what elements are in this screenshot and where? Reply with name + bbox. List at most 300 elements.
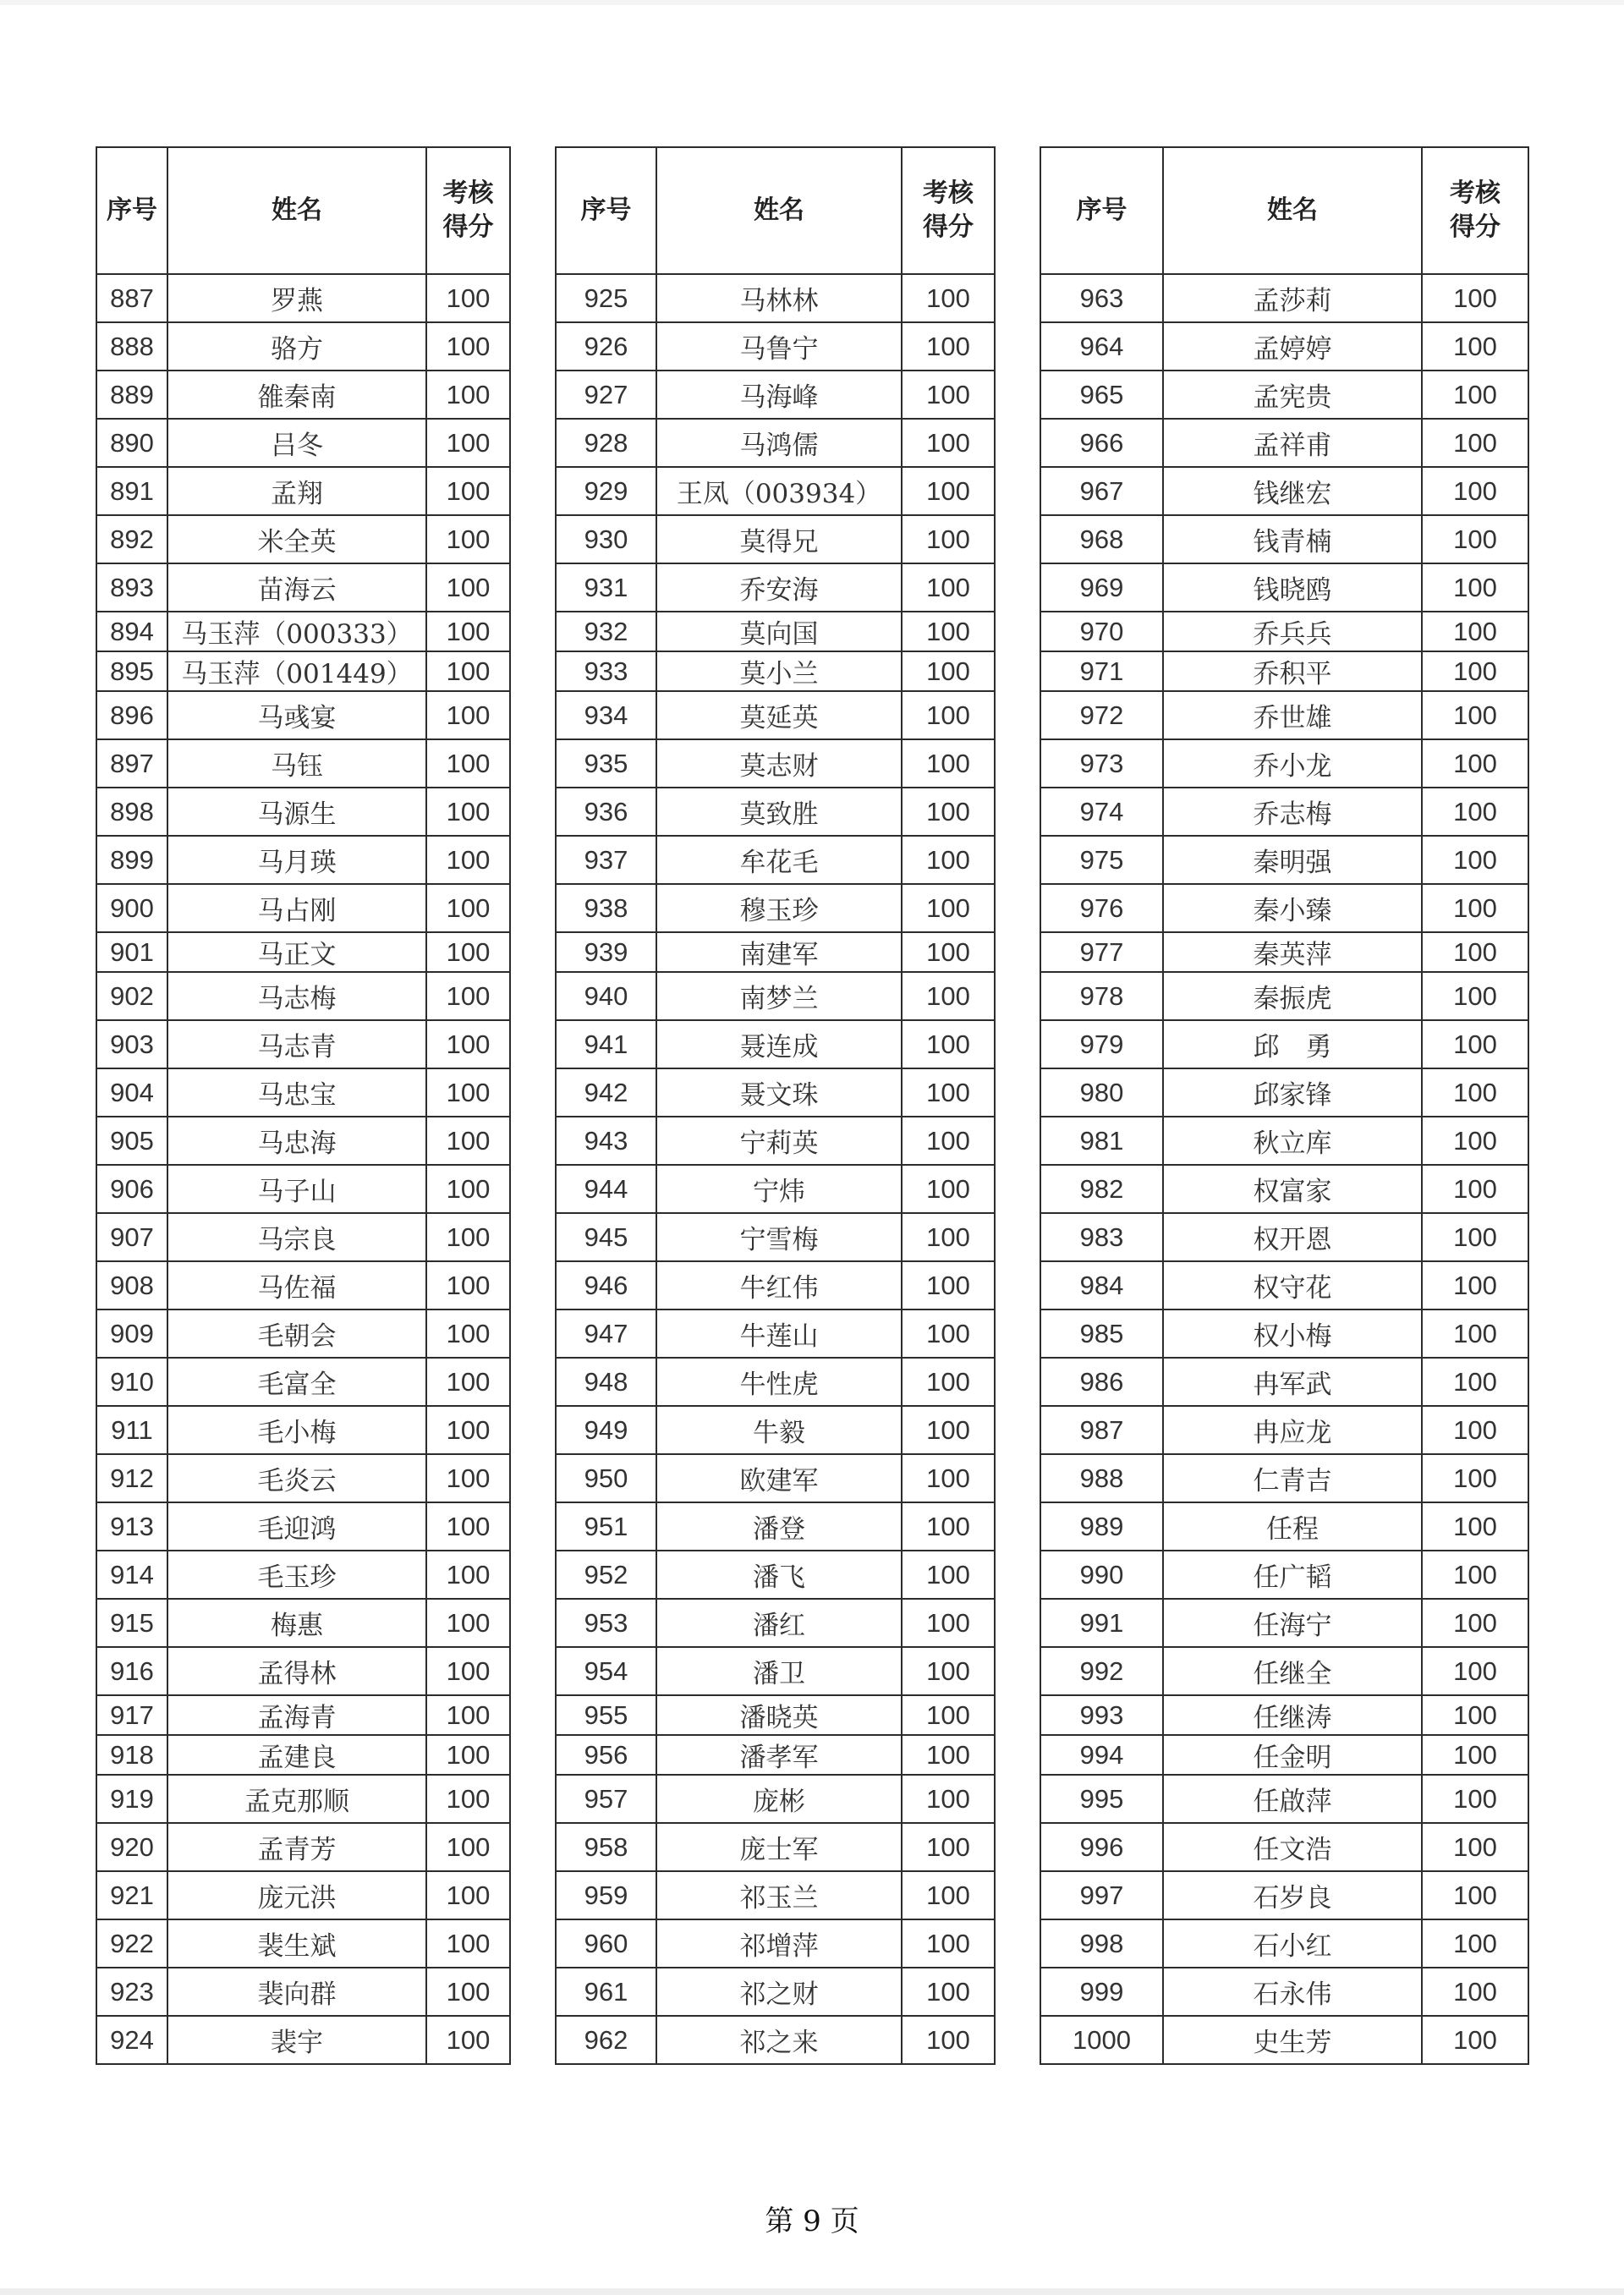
cell-name: 马志梅 xyxy=(167,972,426,1020)
cell-name: 邱 勇 xyxy=(1163,1020,1422,1068)
cell-name: 孟宪贵 xyxy=(1163,371,1422,419)
cell-name: 权开恩 xyxy=(1163,1213,1422,1261)
table-row xyxy=(1040,1406,1528,1454)
cell-name: 骆方 xyxy=(167,322,426,371)
cell-name: 钱晓鸥 xyxy=(1163,563,1422,612)
cell-score: 100 xyxy=(1422,836,1528,884)
cell-score: 100 xyxy=(426,1261,510,1309)
cell-number: 953 xyxy=(556,1599,656,1647)
table-row xyxy=(96,651,510,691)
cell-name: 马占刚 xyxy=(167,884,426,932)
table-row xyxy=(96,1309,510,1358)
cell-score: 100 xyxy=(1422,691,1528,739)
cell-number: 970 xyxy=(1040,612,1163,651)
cell-number: 935 xyxy=(556,739,656,788)
cell-score: 100 xyxy=(426,1695,510,1735)
table-row xyxy=(1040,1261,1528,1309)
cell-number: 997 xyxy=(1040,1871,1163,1919)
cell-number: 901 xyxy=(96,932,167,972)
cell-number: 947 xyxy=(556,1309,656,1358)
table-row xyxy=(1040,515,1528,563)
cell-score: 100 xyxy=(902,1871,995,1919)
cell-number: 960 xyxy=(556,1919,656,1968)
cell-number: 998 xyxy=(1040,1919,1163,1968)
cell-score: 100 xyxy=(1422,884,1528,932)
table-row xyxy=(96,322,510,371)
cell-score: 100 xyxy=(902,932,995,972)
cell-number: 890 xyxy=(96,419,167,467)
cell-number: 964 xyxy=(1040,322,1163,371)
table-row xyxy=(96,467,510,515)
cell-name: 石岁良 xyxy=(1163,1871,1422,1919)
cell-number: 899 xyxy=(96,836,167,884)
cell-score: 100 xyxy=(426,1551,510,1599)
table-row xyxy=(556,1309,995,1358)
cell-number: 965 xyxy=(1040,371,1163,419)
table-row xyxy=(1040,1020,1528,1068)
cell-name: 南梦兰 xyxy=(656,972,902,1020)
cell-name: 宁雪梅 xyxy=(656,1213,902,1261)
table-row xyxy=(96,1020,510,1068)
header-score-line2: 得分 xyxy=(923,212,974,242)
table-row xyxy=(1040,419,1528,467)
cell-score: 100 xyxy=(426,515,510,563)
cell-number: 968 xyxy=(1040,515,1163,563)
table-row xyxy=(96,972,510,1020)
cell-number: 903 xyxy=(96,1020,167,1068)
cell-score: 100 xyxy=(426,1358,510,1406)
cell-score: 100 xyxy=(902,1068,995,1117)
table-row xyxy=(556,419,995,467)
header-no: 序号 xyxy=(96,147,167,274)
cell-score: 100 xyxy=(426,1919,510,1968)
cell-number: 915 xyxy=(96,1599,167,1647)
cell-number: 908 xyxy=(96,1261,167,1309)
cell-name: 钱青楠 xyxy=(1163,515,1422,563)
cell-score: 100 xyxy=(426,932,510,972)
cell-name: 潘孝军 xyxy=(656,1735,902,1775)
cell-number: 929 xyxy=(556,467,656,515)
table-row xyxy=(96,1775,510,1823)
cell-score: 100 xyxy=(426,1406,510,1454)
cell-number: 930 xyxy=(556,515,656,563)
cell-name: 莫小兰 xyxy=(656,651,902,691)
cell-number: 942 xyxy=(556,1068,656,1117)
cell-number: 910 xyxy=(96,1358,167,1406)
cell-number: 916 xyxy=(96,1647,167,1695)
table-row xyxy=(556,1117,995,1165)
cell-score: 100 xyxy=(426,1823,510,1871)
cell-score: 100 xyxy=(1422,1695,1528,1735)
cell-number: 944 xyxy=(556,1165,656,1213)
cell-name: 孟祥甫 xyxy=(1163,419,1422,467)
table-row xyxy=(556,563,995,612)
table-body xyxy=(556,274,995,2064)
cell-name: 权小梅 xyxy=(1163,1309,1422,1358)
table-row xyxy=(96,1599,510,1647)
cell-number: 904 xyxy=(96,1068,167,1117)
cell-number: 963 xyxy=(1040,274,1163,322)
cell-number: 974 xyxy=(1040,788,1163,836)
cell-name: 孟得林 xyxy=(167,1647,426,1695)
table-row xyxy=(556,1599,995,1647)
header-no: 序号 xyxy=(1040,147,1163,274)
table-row xyxy=(556,788,995,836)
cell-number: 921 xyxy=(96,1871,167,1919)
cell-number: 1000 xyxy=(1040,2016,1163,2064)
cell-name: 权守花 xyxy=(1163,1261,1422,1309)
cell-score: 100 xyxy=(426,322,510,371)
table-row xyxy=(96,274,510,322)
cell-name: 马宗良 xyxy=(167,1213,426,1261)
score-table-1 xyxy=(96,146,511,2065)
table-row xyxy=(556,1502,995,1551)
cell-number: 999 xyxy=(1040,1968,1163,2016)
table-row xyxy=(96,1213,510,1261)
table-row xyxy=(96,563,510,612)
cell-name: 任继涛 xyxy=(1163,1695,1422,1735)
cell-name: 马子山 xyxy=(167,1165,426,1213)
cell-name: 马林林 xyxy=(656,274,902,322)
cell-name: 孟婷婷 xyxy=(1163,322,1422,371)
cell-number: 940 xyxy=(556,972,656,1020)
table-row xyxy=(556,1775,995,1823)
table-row xyxy=(96,1117,510,1165)
header-score xyxy=(426,147,510,274)
cell-name: 孟海青 xyxy=(167,1695,426,1735)
cell-name: 潘晓英 xyxy=(656,1695,902,1735)
cell-name: 牟花毛 xyxy=(656,836,902,884)
cell-name: 庞元洪 xyxy=(167,1871,426,1919)
cell-name: 欧建军 xyxy=(656,1454,902,1502)
table-row xyxy=(1040,1068,1528,1117)
cell-score: 100 xyxy=(902,1213,995,1261)
cell-score: 100 xyxy=(426,274,510,322)
cell-score: 100 xyxy=(902,1919,995,1968)
table-row xyxy=(556,1454,995,1502)
cell-name: 乔安海 xyxy=(656,563,902,612)
cell-score: 100 xyxy=(1422,1968,1528,2016)
cell-name: 秦振虎 xyxy=(1163,972,1422,1020)
cell-name: 秦明强 xyxy=(1163,836,1422,884)
cell-number: 924 xyxy=(96,2016,167,2064)
cell-number: 958 xyxy=(556,1823,656,1871)
cell-name: 毛朝会 xyxy=(167,1309,426,1358)
cell-number: 917 xyxy=(96,1695,167,1735)
cell-name: 孟克那顺 xyxy=(167,1775,426,1823)
cell-number: 962 xyxy=(556,2016,656,2064)
cell-name: 牛红伟 xyxy=(656,1261,902,1309)
cell-score: 100 xyxy=(902,1599,995,1647)
table-row xyxy=(1040,371,1528,419)
table-header-row xyxy=(96,147,510,274)
cell-number: 972 xyxy=(1040,691,1163,739)
table-row xyxy=(1040,2016,1528,2064)
cell-name: 任继全 xyxy=(1163,1647,1422,1695)
cell-score: 100 xyxy=(1422,419,1528,467)
cell-score: 100 xyxy=(1422,1454,1528,1502)
cell-number: 927 xyxy=(556,371,656,419)
cell-score: 100 xyxy=(902,419,995,467)
cell-score: 100 xyxy=(902,371,995,419)
cell-score: 100 xyxy=(902,1502,995,1551)
table-row xyxy=(1040,1213,1528,1261)
table-row xyxy=(556,1695,995,1735)
table-row xyxy=(96,1695,510,1735)
cell-score: 100 xyxy=(426,1735,510,1775)
cell-name: 吕冬 xyxy=(167,419,426,467)
cell-number: 992 xyxy=(1040,1647,1163,1695)
cell-number: 928 xyxy=(556,419,656,467)
table-row xyxy=(96,1647,510,1695)
cell-name: 潘卫 xyxy=(656,1647,902,1695)
table-row xyxy=(556,322,995,371)
cell-number: 933 xyxy=(556,651,656,691)
table-row xyxy=(1040,1165,1528,1213)
cell-number: 954 xyxy=(556,1647,656,1695)
cell-name: 苗海云 xyxy=(167,563,426,612)
cell-name: 任广韬 xyxy=(1163,1551,1422,1599)
cell-number: 922 xyxy=(96,1919,167,1968)
cell-name: 孟建良 xyxy=(167,1735,426,1775)
table-row xyxy=(556,1020,995,1068)
cell-number: 909 xyxy=(96,1309,167,1358)
table-row xyxy=(556,972,995,1020)
cell-number: 984 xyxy=(1040,1261,1163,1309)
cell-name: 穆玉珍 xyxy=(656,884,902,932)
cell-name: 庞士军 xyxy=(656,1823,902,1871)
cell-score: 100 xyxy=(902,2016,995,2064)
table-row xyxy=(96,884,510,932)
cell-number: 943 xyxy=(556,1117,656,1165)
cell-name: 潘飞 xyxy=(656,1551,902,1599)
table-row xyxy=(1040,1968,1528,2016)
cell-number: 996 xyxy=(1040,1823,1163,1871)
cell-score: 100 xyxy=(1422,1165,1528,1213)
cell-number: 981 xyxy=(1040,1117,1163,1165)
cell-name: 马彧宴 xyxy=(167,691,426,739)
cell-number: 887 xyxy=(96,274,167,322)
cell-score: 100 xyxy=(426,788,510,836)
cell-number: 938 xyxy=(556,884,656,932)
cell-name: 马忠海 xyxy=(167,1117,426,1165)
cell-name: 马鲁宁 xyxy=(656,322,902,371)
cell-score: 100 xyxy=(1422,1551,1528,1599)
cell-name: 莫延英 xyxy=(656,691,902,739)
cell-number: 925 xyxy=(556,274,656,322)
header-name: 姓名 xyxy=(1163,147,1422,274)
cell-score: 100 xyxy=(426,612,510,651)
cell-number: 891 xyxy=(96,467,167,515)
cell-number: 967 xyxy=(1040,467,1163,515)
cell-number: 951 xyxy=(556,1502,656,1551)
cell-number: 896 xyxy=(96,691,167,739)
cell-name: 任程 xyxy=(1163,1502,1422,1551)
cell-score: 100 xyxy=(426,419,510,467)
cell-name: 牛性虎 xyxy=(656,1358,902,1406)
cell-name: 祁之来 xyxy=(656,2016,902,2064)
cell-name: 史生芳 xyxy=(1163,2016,1422,2064)
cell-number: 975 xyxy=(1040,836,1163,884)
cell-name: 毛炎云 xyxy=(167,1454,426,1502)
cell-score: 100 xyxy=(426,1068,510,1117)
table-row xyxy=(556,1406,995,1454)
cell-score: 100 xyxy=(426,1775,510,1823)
cell-name: 石小红 xyxy=(1163,1919,1422,1968)
table-row xyxy=(96,1454,510,1502)
table-row xyxy=(96,691,510,739)
cell-score: 100 xyxy=(902,1165,995,1213)
cell-number: 897 xyxy=(96,739,167,788)
table-row xyxy=(556,515,995,563)
cell-score: 100 xyxy=(902,1968,995,2016)
cell-score: 100 xyxy=(902,1647,995,1695)
cell-number: 986 xyxy=(1040,1358,1163,1406)
cell-number: 939 xyxy=(556,932,656,972)
cell-name: 乔志梅 xyxy=(1163,788,1422,836)
cell-number: 892 xyxy=(96,515,167,563)
cell-name: 潘登 xyxy=(656,1502,902,1551)
cell-name: 米全英 xyxy=(167,515,426,563)
cell-name: 宁莉英 xyxy=(656,1117,902,1165)
cell-name: 聂文珠 xyxy=(656,1068,902,1117)
table-row xyxy=(556,2016,995,2064)
table-row xyxy=(556,1968,995,2016)
table-row xyxy=(96,2016,510,2064)
table-row xyxy=(1040,739,1528,788)
cell-name: 乔小龙 xyxy=(1163,739,1422,788)
table-row xyxy=(1040,1647,1528,1695)
cell-score: 100 xyxy=(902,884,995,932)
table-row xyxy=(96,1823,510,1871)
cell-number: 941 xyxy=(556,1020,656,1068)
cell-name: 马鸿儒 xyxy=(656,419,902,467)
cell-number: 945 xyxy=(556,1213,656,1261)
table-body xyxy=(1040,274,1528,2064)
cell-name: 潘红 xyxy=(656,1599,902,1647)
cell-name: 莫向国 xyxy=(656,612,902,651)
cell-score: 100 xyxy=(426,1309,510,1358)
cell-number: 982 xyxy=(1040,1165,1163,1213)
cell-name: 莫志财 xyxy=(656,739,902,788)
cell-name: 庞彬 xyxy=(656,1775,902,1823)
table-row xyxy=(1040,322,1528,371)
cell-score: 100 xyxy=(902,1406,995,1454)
cell-number: 937 xyxy=(556,836,656,884)
cell-score: 100 xyxy=(1422,1871,1528,1919)
cell-score: 100 xyxy=(902,274,995,322)
cell-name: 马钰 xyxy=(167,739,426,788)
cell-name: 乔兵兵 xyxy=(1163,612,1422,651)
table-row xyxy=(556,691,995,739)
table-row xyxy=(1040,932,1528,972)
table-row xyxy=(556,1068,995,1117)
cell-score: 100 xyxy=(902,691,995,739)
cell-score: 100 xyxy=(1422,1502,1528,1551)
cell-name: 毛玉珍 xyxy=(167,1551,426,1599)
cell-score: 100 xyxy=(1422,1261,1528,1309)
cell-score: 100 xyxy=(426,563,510,612)
cell-number: 977 xyxy=(1040,932,1163,972)
cell-number: 976 xyxy=(1040,884,1163,932)
cell-score: 100 xyxy=(426,1117,510,1165)
cell-name: 钱继宏 xyxy=(1163,467,1422,515)
cell-number: 979 xyxy=(1040,1020,1163,1068)
table-row xyxy=(96,1358,510,1406)
cell-score: 100 xyxy=(1422,1406,1528,1454)
cell-number: 923 xyxy=(96,1968,167,2016)
cell-score: 100 xyxy=(902,1261,995,1309)
cell-score: 100 xyxy=(902,739,995,788)
table-row xyxy=(96,1968,510,2016)
table-row xyxy=(556,1647,995,1695)
table-row xyxy=(556,651,995,691)
cell-score: 100 xyxy=(902,612,995,651)
cell-name: 秦小臻 xyxy=(1163,884,1422,932)
table-row xyxy=(1040,1454,1528,1502)
cell-number: 978 xyxy=(1040,972,1163,1020)
table-row xyxy=(556,1823,995,1871)
table-row xyxy=(96,1735,510,1775)
cell-number: 912 xyxy=(96,1454,167,1502)
table-row xyxy=(556,1871,995,1919)
cell-score: 100 xyxy=(902,651,995,691)
header-name: 姓名 xyxy=(656,147,902,274)
cell-number: 911 xyxy=(96,1406,167,1454)
cell-name: 邱家锋 xyxy=(1163,1068,1422,1117)
cell-score: 100 xyxy=(902,788,995,836)
cell-name: 冉应龙 xyxy=(1163,1406,1422,1454)
cell-score: 100 xyxy=(902,322,995,371)
cell-score: 100 xyxy=(1422,788,1528,836)
score-table-3 xyxy=(1040,146,1529,2065)
cell-score: 100 xyxy=(426,1599,510,1647)
cell-name: 孟翔 xyxy=(167,467,426,515)
table-row xyxy=(96,1551,510,1599)
table-row xyxy=(556,932,995,972)
cell-score: 100 xyxy=(426,1871,510,1919)
cell-number: 894 xyxy=(96,612,167,651)
table-row xyxy=(96,932,510,972)
cell-number: 926 xyxy=(556,322,656,371)
cell-number: 995 xyxy=(1040,1775,1163,1823)
cell-name: 马源生 xyxy=(167,788,426,836)
cell-score: 100 xyxy=(1422,612,1528,651)
cell-name: 马玉萍（000333） xyxy=(167,612,426,651)
table-row xyxy=(1040,972,1528,1020)
header-score xyxy=(902,147,995,274)
table-row xyxy=(1040,274,1528,322)
cell-number: 913 xyxy=(96,1502,167,1551)
cell-number: 956 xyxy=(556,1735,656,1775)
cell-score: 100 xyxy=(426,691,510,739)
cell-score: 100 xyxy=(426,371,510,419)
cell-number: 888 xyxy=(96,322,167,371)
table-row xyxy=(556,371,995,419)
table-row xyxy=(96,1919,510,1968)
cell-number: 987 xyxy=(1040,1406,1163,1454)
table-row xyxy=(96,1068,510,1117)
cell-score: 100 xyxy=(426,1213,510,1261)
table-row xyxy=(96,1261,510,1309)
cell-number: 983 xyxy=(1040,1213,1163,1261)
cell-name: 乔积平 xyxy=(1163,651,1422,691)
table-row xyxy=(1040,612,1528,651)
header-score xyxy=(1422,147,1528,274)
cell-score: 100 xyxy=(902,1695,995,1735)
cell-number: 949 xyxy=(556,1406,656,1454)
cell-score: 100 xyxy=(902,515,995,563)
